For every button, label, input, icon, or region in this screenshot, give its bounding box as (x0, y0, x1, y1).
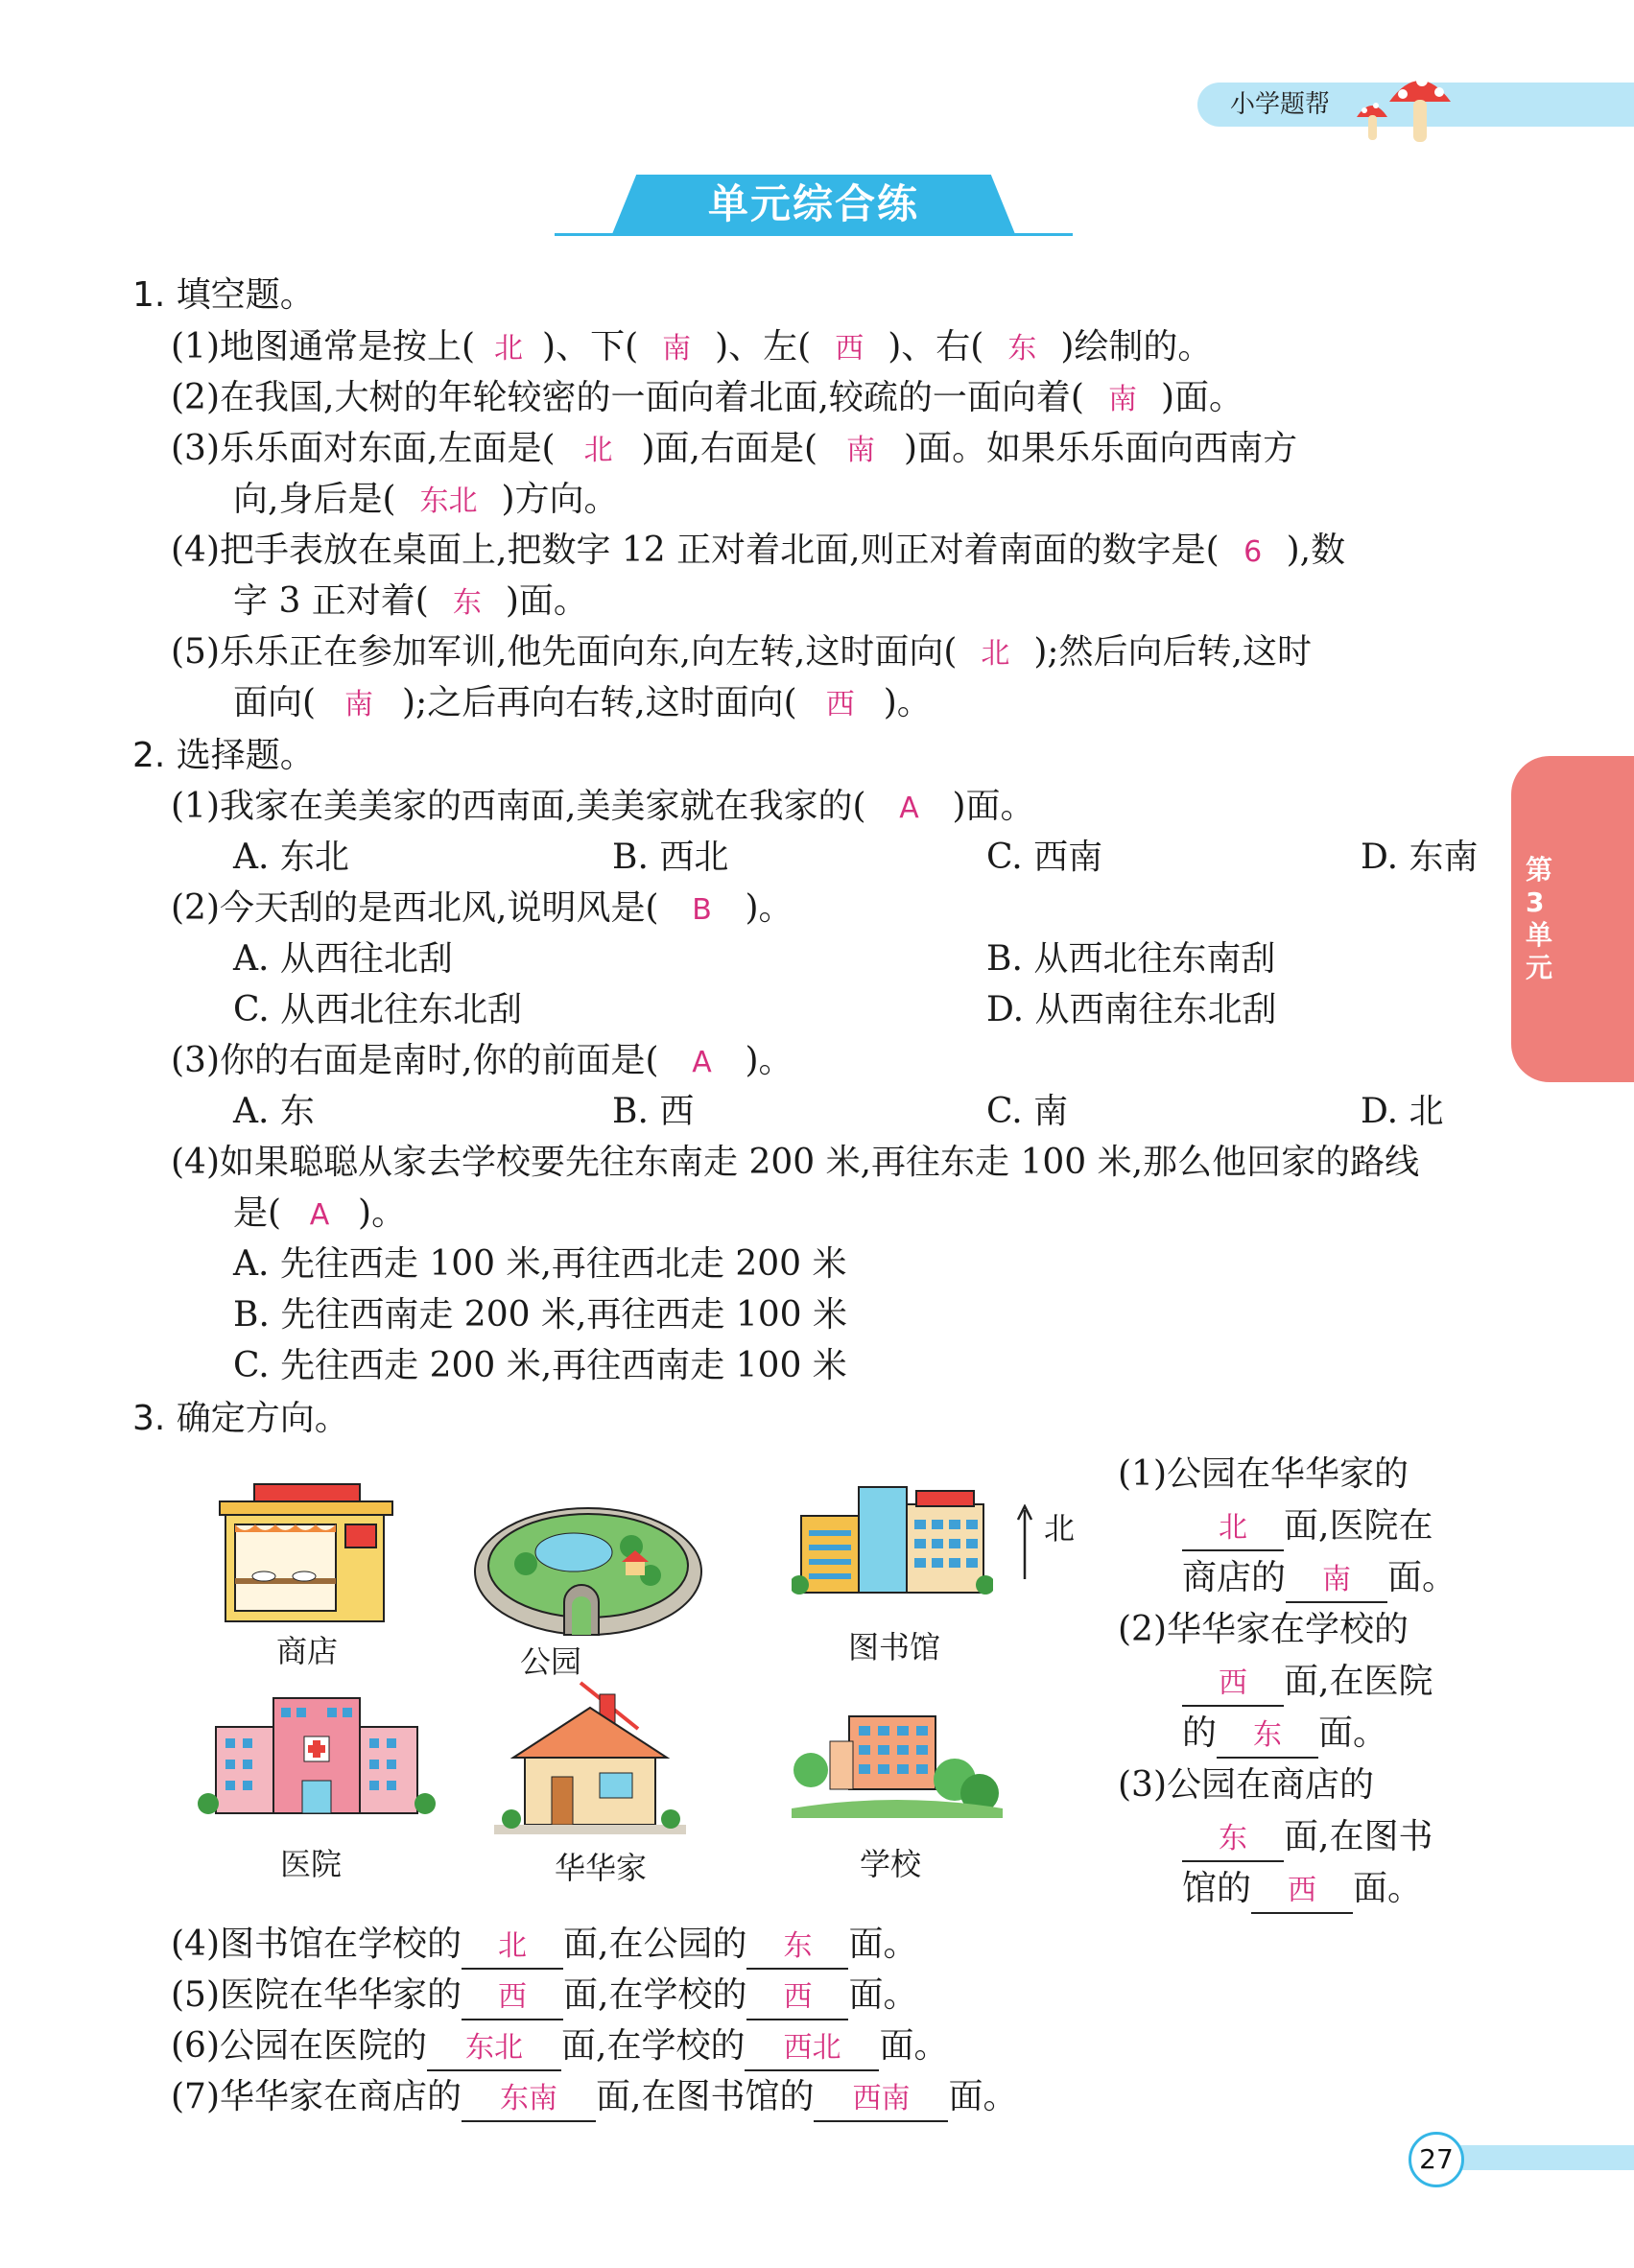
answer-blank: 南 (1286, 1559, 1387, 1603)
answer-blank: 北 (462, 1925, 563, 1970)
shop-illustration (216, 1482, 398, 1626)
q2-2-opt-b: B. 从西北往东南刮 (986, 939, 1276, 979)
q-text: 面,医院在 (1284, 1506, 1433, 1546)
answer-blank: 东北 (427, 2027, 561, 2071)
q-text: )、右( (888, 327, 984, 366)
home-illustration (494, 1681, 686, 1839)
page-title: 单元综合练 (707, 180, 919, 227)
q-text: (2)在我国,大树的年轮较密的一面向着北面,较疏的一面向着( (171, 378, 1084, 417)
label-shop: 商店 (276, 1633, 339, 1669)
q2-3-opt-a: A. 东 (233, 1092, 315, 1131)
q-text: 面,在图书 (1284, 1817, 1433, 1856)
q2-4-opt-c: C. 先往西走 200 米,再往西南走 100 米 (233, 1346, 847, 1385)
label-library: 图书馆 (848, 1629, 941, 1666)
q-text: );然后向后转,这时 (1033, 632, 1312, 672)
r1-line2 (1182, 1502, 1433, 1551)
q-text: (2)今天刮的是西北风,说明风是( (171, 888, 659, 928)
q-text: )面。如果乐乐面向西南方 (904, 429, 1298, 468)
answer: A (899, 791, 919, 825)
q2-1-opt-a: A. 东北 (233, 838, 349, 877)
label-hospital: 医院 (280, 1846, 343, 1882)
library-illustration (792, 1477, 993, 1602)
answer: 东北 (419, 484, 478, 518)
q-text: )。 (745, 888, 793, 928)
answer: B (692, 893, 712, 927)
r3-line3 (1182, 1865, 1422, 1914)
q1-5-line1 (171, 628, 1312, 678)
q2-3-opt-d: D. 北 (1361, 1092, 1444, 1131)
q2-4-opt-b: B. 先往西南走 200 米,再往西走 100 米 (233, 1295, 847, 1335)
q-text: 的 (1182, 1713, 1218, 1753)
q3-5 (171, 1972, 917, 2020)
label-park: 公园 (520, 1643, 582, 1680)
r2-line3 (1182, 1710, 1387, 1759)
school-illustration (792, 1703, 1003, 1818)
section-2-heading: 2. 选择题。 (132, 736, 315, 775)
q-text: 面。 (948, 2077, 1018, 2116)
answer: 6 (1243, 535, 1263, 569)
r1-line3 (1182, 1554, 1456, 1603)
r2-line1: (2)华华家在学校的 (1118, 1610, 1409, 1649)
q3-6 (171, 2022, 948, 2071)
q-text: (6)公园在医院的 (171, 2026, 427, 2066)
q-text: ),数 (1286, 531, 1346, 570)
q2-3-opt-b: B. 西 (612, 1092, 695, 1131)
answer: A (309, 1198, 330, 1232)
hospital-illustration (197, 1689, 437, 1823)
q-text: (3)乐乐面对东面,左面是( (171, 429, 556, 468)
q-text: (4)把手表放在桌面上,把数字 12 正对着北面,则正对着南面的数字是( (171, 531, 1220, 570)
q-text: (5)乐乐正在参加军训,他先面向东,向左转,这时面向( (171, 632, 958, 672)
q-text: 字 3 正对着( (233, 581, 429, 621)
answer-blank: 东 (1217, 1714, 1318, 1759)
answer: 东 (1007, 332, 1037, 366)
q2-1-opt-c: C. 西南 (986, 838, 1103, 877)
q-text: )面,右面是( (641, 429, 818, 468)
q-text: )、左( (715, 327, 812, 366)
north-arrow-icon (1015, 1504, 1034, 1581)
answer: 西 (825, 688, 855, 721)
mushroom-icon (1343, 58, 1458, 149)
q1-4-line1 (171, 527, 1345, 577)
answer-blank: 东 (746, 1925, 848, 1970)
q-text: 面。 (1387, 1558, 1457, 1597)
q-text: 面。 (879, 2026, 949, 2066)
q1-1 (171, 323, 1212, 373)
answer-blank: 西北 (745, 2027, 879, 2071)
answer-blank: 西 (1251, 1870, 1353, 1914)
q2-1-opt-b: B. 西北 (612, 838, 729, 877)
answer: 东 (452, 586, 482, 620)
q-text: );之后再向右转,这时面向( (402, 683, 797, 722)
q-text: 面。 (848, 1975, 918, 2015)
q-text: )。 (358, 1193, 407, 1233)
q-text: 面,在学校的 (563, 1975, 747, 2015)
q-text: (7)华华家在商店的 (171, 2077, 462, 2116)
q-text: 向,身后是( (233, 480, 396, 519)
q-text: )面。 (1160, 378, 1243, 417)
q-text: )面。 (952, 787, 1035, 826)
answer: 北 (494, 332, 524, 366)
q-text: (1)地图通常是按上( (171, 327, 476, 366)
q-text: 是( (233, 1193, 282, 1233)
q-text: 馆的 (1182, 1869, 1252, 1908)
q-text: 面,在医院 (1284, 1662, 1433, 1701)
answer-blank: 西 (746, 1976, 848, 2020)
q-text: 面,在图书馆的 (596, 2077, 815, 2116)
q1-5-line2 (233, 679, 932, 729)
q-text: )。 (883, 683, 932, 722)
answer: 南 (344, 688, 374, 721)
footer-bar (1439, 2145, 1634, 2170)
answer-blank: 西 (462, 1976, 563, 2020)
q2-2-opt-a: A. 从西往北刮 (233, 939, 453, 979)
unit-tab-label: 第3单元 (1526, 854, 1553, 983)
answer: 北 (981, 637, 1010, 671)
q-text: )绘制的。 (1060, 327, 1213, 366)
q1-4-line2 (233, 578, 588, 627)
q-text: (4)图书馆在学校的 (171, 1925, 462, 1964)
q-text: )、下( (542, 327, 639, 366)
q-text: )。 (745, 1041, 793, 1080)
q-text: 面,在学校的 (561, 2026, 746, 2066)
section-1-heading: 1. 填空题。 (132, 275, 315, 315)
q-text: (3)你的右面是南时,你的前面是( (171, 1041, 659, 1080)
answer: 南 (662, 332, 692, 366)
page-number: 27 (1409, 2132, 1464, 2187)
r2-line2 (1182, 1658, 1433, 1707)
r3-line2 (1182, 1813, 1433, 1862)
park-illustration (468, 1497, 708, 1641)
q-text: 面,在公园的 (563, 1925, 747, 1964)
q-text: 面。 (848, 1925, 918, 1964)
answer: 北 (583, 434, 613, 467)
q-text: 面向( (233, 683, 317, 722)
q-text: 面。 (1318, 1713, 1388, 1753)
q2-1-opt-d: D. 东南 (1361, 838, 1479, 877)
answer: 南 (846, 434, 876, 467)
answer: 南 (1107, 383, 1137, 416)
q3-4 (171, 1921, 917, 1970)
answer-blank: 西南 (814, 2078, 948, 2122)
q2-2 (171, 885, 793, 934)
answer-blank: 北 (1182, 1507, 1284, 1551)
q1-3-line1 (171, 425, 1297, 475)
answer-blank: 东南 (462, 2078, 596, 2122)
q-text: (5)医院在华华家的 (171, 1975, 462, 2015)
q1-2 (171, 374, 1243, 424)
book-title: 小学题帮 (1230, 90, 1331, 119)
q2-4-line2 (233, 1190, 406, 1240)
north-label: 北 (1044, 1510, 1076, 1547)
q2-1 (171, 783, 1035, 833)
label-home: 华华家 (555, 1850, 648, 1886)
q2-2-opt-d: D. 从西南往东北刮 (986, 990, 1277, 1029)
answer-blank: 东 (1182, 1818, 1284, 1862)
q-text: (1)我家在美美家的西南面,美美家就在我家的( (171, 787, 866, 826)
section-3-heading: 3. 确定方向。 (132, 1399, 349, 1438)
q2-3 (171, 1037, 793, 1087)
q2-3-opt-c: C. 南 (986, 1092, 1069, 1131)
answer: 西 (835, 332, 864, 366)
q-text: 面。 (1353, 1869, 1423, 1908)
q2-2-opt-c: C. 从西北往东北刮 (233, 990, 523, 1029)
q1-3-line2 (233, 476, 619, 526)
q-text: )方向。 (501, 480, 619, 519)
r3-line1: (3)公园在商店的 (1118, 1765, 1374, 1805)
q-text: 商店的 (1182, 1558, 1287, 1597)
q2-4-line1: (4)如果聪聪从家去学校要先往东南走 200 米,再往东走 100 米,那么他回家的路线 (171, 1143, 1420, 1182)
q-text: )面。 (505, 581, 588, 621)
r1-line1: (1)公园在华华家的 (1118, 1454, 1409, 1494)
answer: A (692, 1046, 712, 1079)
q3-7 (171, 2073, 1017, 2122)
label-school: 学校 (860, 1846, 922, 1882)
answer-blank: 西 (1182, 1663, 1284, 1707)
q2-4-opt-a: A. 先往西走 100 米,再往西北走 200 米 (233, 1244, 847, 1284)
